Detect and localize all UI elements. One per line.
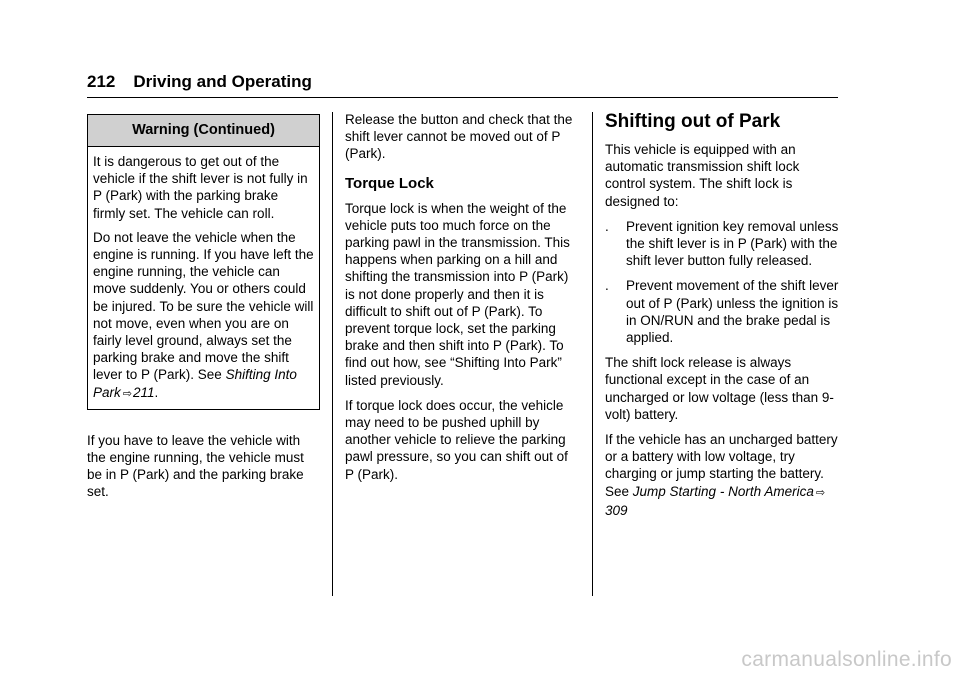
section-heading-shifting-out-of-park: Shifting out of Park (605, 111, 781, 132)
list-item-text: Prevent ignition key removal unless the shift lever is in P (Park) with the shift lever button fully released. (626, 218, 839, 269)
column-right (605, 111, 840, 527)
shift-lock-bullet-list (605, 218, 840, 346)
column-middle-intro: Release the button and check that the shift lever cannot be moved out of P (Park). (345, 112, 573, 162)
list-item (605, 218, 840, 270)
torque-lock-paragraph-1: Torque lock is when the weight of the vehicle puts too much force on the parking pawl in the transmission. This happens when parking on a hill and shifting the transmission into P (Park) is not done properly and then it is difficult to shift out of P (Park). To prevent torque lock, set the parking brake and then shift into P (Park). To find out how, see “Shifting Into Park” listed previously. (345, 200, 570, 388)
bullet-marker: . (605, 218, 609, 234)
cross-reference-page[interactable]: 211 (132, 384, 155, 400)
subheading-torque-lock: Torque Lock (345, 174, 434, 192)
warning-paragraph-1: It is dangerous to get out of the vehicle if the shift lever is not fully in P (Park) with the parking brake firmly set. The vehicle can roll. (93, 154, 308, 221)
page-header (87, 72, 312, 92)
list-item (605, 277, 840, 346)
column-left (87, 114, 320, 509)
section-title: Driving and Operating (133, 72, 312, 91)
column-divider-right (592, 112, 593, 596)
warning-body (88, 147, 319, 409)
warning-paragraph-2-text: Do not leave the vehicle when the engine is running. If you have left the engine running, the vehicle can move suddenly. You or others could be injured. To be sure the vehicle will not move, even when you are on fairly level ground, always set the parking brake and move the shift lever to P (Park). See (93, 229, 314, 383)
uncharged-battery-text: If the vehicle has an uncharged battery or a battery with low voltage, try charging or jump starting the battery. See (605, 432, 838, 499)
header-rule (87, 97, 838, 98)
shift-lock-intro: This vehicle is equipped with an automatic transmission shift lock control system. The shift lock is designed to: (605, 142, 800, 209)
cross-reference-page[interactable]: 309 (605, 502, 628, 518)
uncharged-battery-paragraph (605, 431, 840, 519)
torque-lock-paragraph-2: If torque lock does occur, the vehicle may need to be pushed uphill by another vehicle to relieve the parking pawl pressure, so you can shift out of P (Park). (345, 397, 568, 482)
warning-box (87, 114, 320, 410)
warning-paragraph-2-end: . (154, 384, 159, 400)
list-item-text: Prevent movement of the shift lever out of P (Park) unless the ignition is in ON/RUN and the brake pedal is applied. (626, 278, 839, 346)
cross-reference-link[interactable]: Shifting Into Park (93, 367, 297, 400)
warning-title: Warning (Continued) (88, 115, 319, 147)
column-left-paragraph: If you have to leave the vehicle with the engine running, the vehicle must be in P (Park) and the parking brake set. (87, 432, 304, 500)
shift-lock-release-paragraph: The shift lock release is always functional except in the case of an uncharged or low voltage (less than 9-volt) battery. (605, 355, 834, 422)
page-reference-arrow-icon: ⇨ (815, 486, 826, 499)
warning-paragraph-2 (93, 229, 314, 403)
column-divider-left (332, 112, 333, 596)
page-reference-arrow-icon: ⇨ (122, 387, 132, 400)
page-number: 212 (87, 72, 116, 91)
watermark: carmanualsonline.info (741, 648, 952, 671)
column-middle (345, 111, 579, 491)
cross-reference-link[interactable]: Jump Starting - North America (632, 483, 814, 499)
bullet-marker: . (605, 278, 609, 294)
